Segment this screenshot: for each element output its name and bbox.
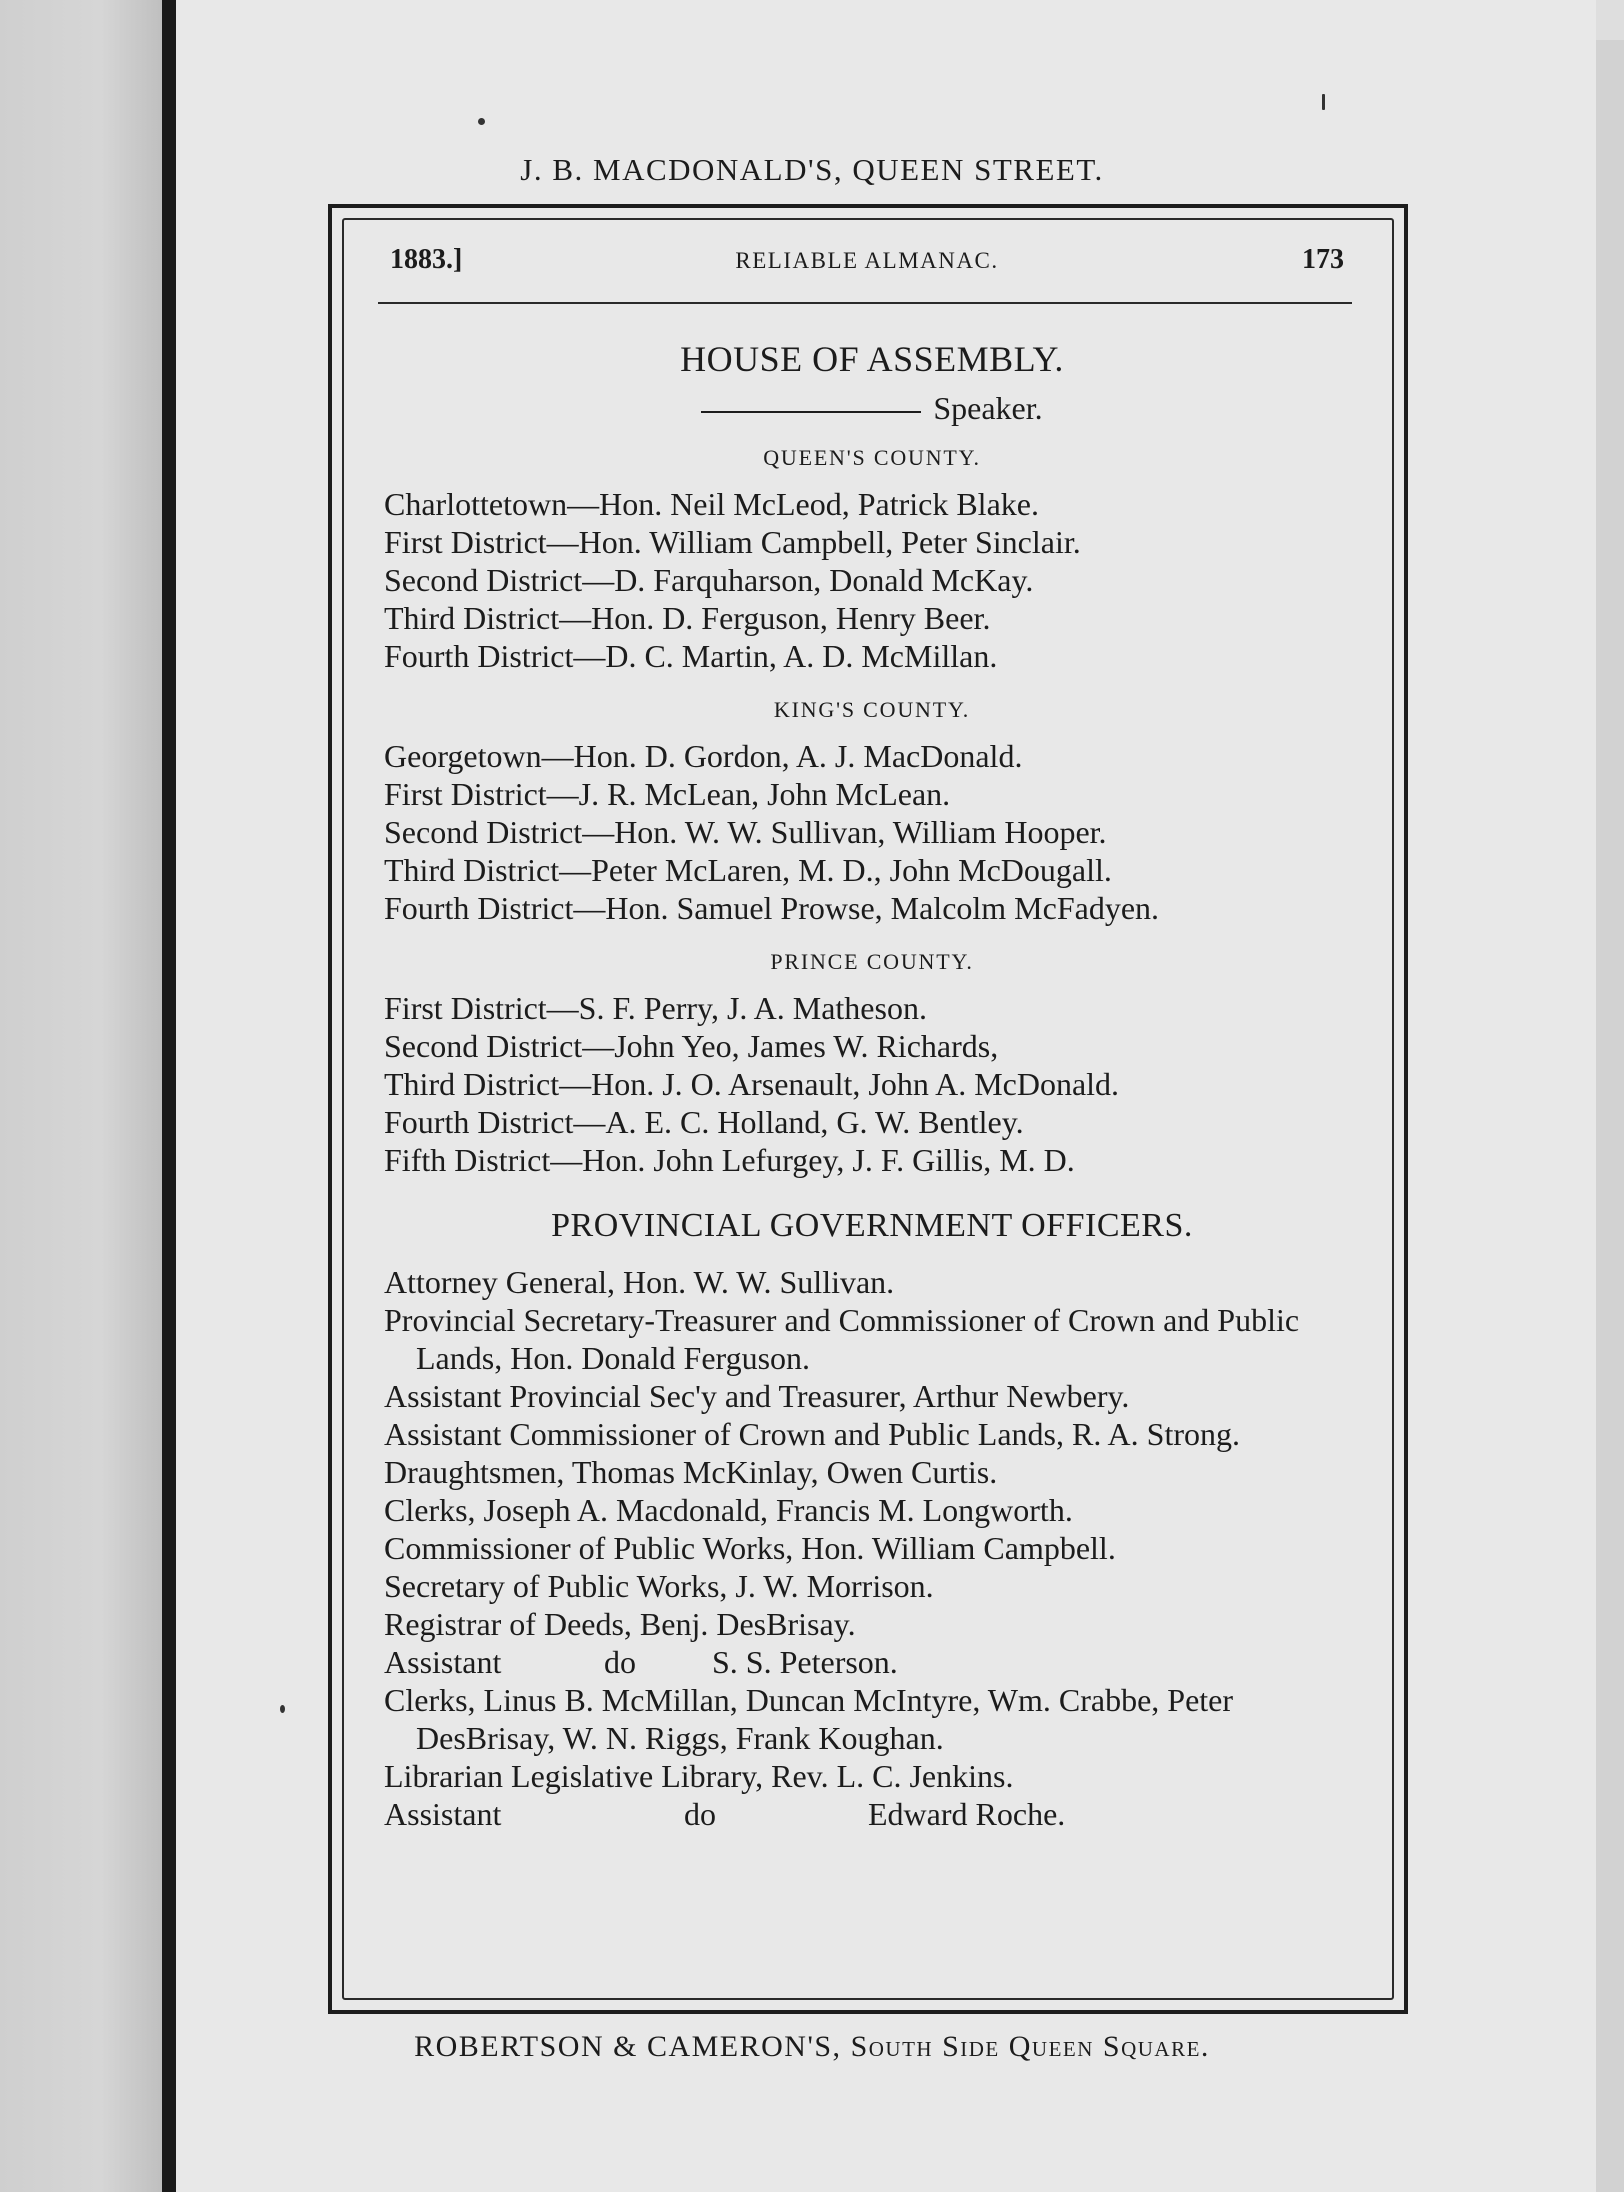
- footer-main: ROBERTSON & CAMERON'S,: [414, 2030, 842, 2063]
- district-entry: First District—J. R. McLean, John McLean.: [384, 776, 951, 812]
- book-spine-shadow: [162, 0, 176, 2192]
- district-entry: Second District—D. Farquharson, Donald McKay.: [384, 562, 1034, 598]
- page-body: [384, 338, 1360, 1833]
- page-border-frame: [328, 204, 1408, 2014]
- officers-title: PROVINCIAL GOVERNMENT OFFICERS.: [551, 1207, 1193, 1244]
- officer-entry: Registrar of Deeds, Benj. DesBrisay.: [384, 1606, 856, 1642]
- officer-entry: Clerks, Joseph A. Macdonald, Francis M. Longworth.: [384, 1492, 1073, 1528]
- speaker-label: Speaker.: [933, 390, 1043, 426]
- page-right-edge: [1596, 40, 1624, 2192]
- page-number: 173: [1302, 244, 1344, 275]
- header-title: RELIABLE ALMANAC.: [735, 248, 999, 273]
- district-entry: Third District—Hon. J. O. Arsenault, John A. McDonald.: [384, 1066, 1120, 1102]
- district-entry: Second District—John Yeo, James W. Richards,: [384, 1028, 999, 1064]
- header-year: 1883.]: [390, 244, 463, 275]
- district-entry: Fourth District—Hon. Samuel Prowse, Malcolm McFadyen.: [384, 890, 1160, 926]
- ink-speck: [1322, 94, 1325, 110]
- district-entry: Georgetown—Hon. D. Gordon, A. J. MacDonald.: [384, 738, 1023, 774]
- facing-page-edge: [0, 0, 168, 2192]
- district-entry: First District—S. F. Perry, J. A. Matheson.: [384, 990, 927, 1026]
- ink-speck: [478, 118, 485, 125]
- footer-advertisement: [0, 2030, 1624, 2064]
- district-entry: Charlottetown—Hon. Neil McLeod, Patrick Blake.: [384, 486, 1039, 522]
- ditto-mark: do: [684, 1796, 716, 1832]
- officer-entry: Attorney General, Hon. W. W. Sullivan.: [384, 1264, 895, 1300]
- district-entry: Fourth District—D. C. Martin, A. D. McMillan.: [384, 638, 998, 674]
- officer-entry: Assistant Commissioner of Crown and Public Lands, R. A. Strong.: [384, 1416, 1240, 1452]
- district-entry: First District—Hon. William Campbell, Peter Sinclair.: [384, 524, 1081, 560]
- speaker-line: [384, 390, 1360, 427]
- assistant-label: Assistant: [384, 1796, 502, 1832]
- officer-entry: Draughtsmen, Thomas McKinlay, Owen Curtis.: [384, 1454, 998, 1490]
- county-heading: PRINCE COUNTY.: [770, 949, 974, 974]
- district-entry: Third District—Peter McLaren, M. D., John McDougall.: [384, 852, 1112, 888]
- district-entry: Fifth District—Hon. John Lefurgey, J. F. Gillis, M. D.: [384, 1142, 1075, 1178]
- officer-entry: Assistant Provincial Sec'y and Treasurer, Arthur Newbery.: [384, 1378, 1130, 1414]
- assistant-label: Assistant: [384, 1644, 502, 1680]
- almanac-header: [390, 244, 1344, 284]
- county-heading: KING'S COUNTY.: [773, 697, 971, 722]
- ink-speck: [280, 1705, 285, 1713]
- assembly-title: HOUSE OF ASSEMBLY.: [680, 339, 1064, 379]
- district-entry: Third District—Hon. D. Ferguson, Henry Beer.: [384, 600, 991, 636]
- district-entry: Second District—Hon. W. W. Sullivan, William Hooper.: [384, 814, 1107, 850]
- running-head: J. B. MACDONALD'S, QUEEN STREET.: [520, 152, 1104, 187]
- officer-entry-assistant-library: [384, 1795, 1360, 1833]
- officer-entry: Commissioner of Public Works, Hon. William Campbell.: [384, 1530, 1116, 1566]
- officer-entry: Provincial Secretary-Treasurer and Commissioner of Crown and Public Lands, Hon. Donald Ferguson.: [384, 1302, 1300, 1376]
- officer-entry-assistant-deeds: [384, 1643, 1360, 1681]
- header-divider: [378, 302, 1352, 304]
- officer-entry: Secretary of Public Works, J. W. Morrison.: [384, 1568, 934, 1604]
- assistant-name: Edward Roche.: [868, 1796, 1066, 1832]
- footer-sub: South Side Queen Square.: [850, 2030, 1210, 2063]
- county-heading: QUEEN'S COUNTY.: [763, 445, 981, 470]
- ditto-mark: do: [604, 1644, 636, 1680]
- officer-entry: Librarian Legislative Library, Rev. L. C. Jenkins.: [384, 1758, 1014, 1794]
- officer-entry: Clerks, Linus B. McMillan, Duncan McIntyre, Wm. Crabbe, Peter DesBrisay, W. N. Riggs, Frank Koughan.: [384, 1682, 1234, 1756]
- speaker-blank: [701, 411, 921, 413]
- district-entry: Fourth District—A. E. C. Holland, G. W. Bentley.: [384, 1104, 1024, 1140]
- assistant-name: S. S. Peterson.: [712, 1644, 898, 1680]
